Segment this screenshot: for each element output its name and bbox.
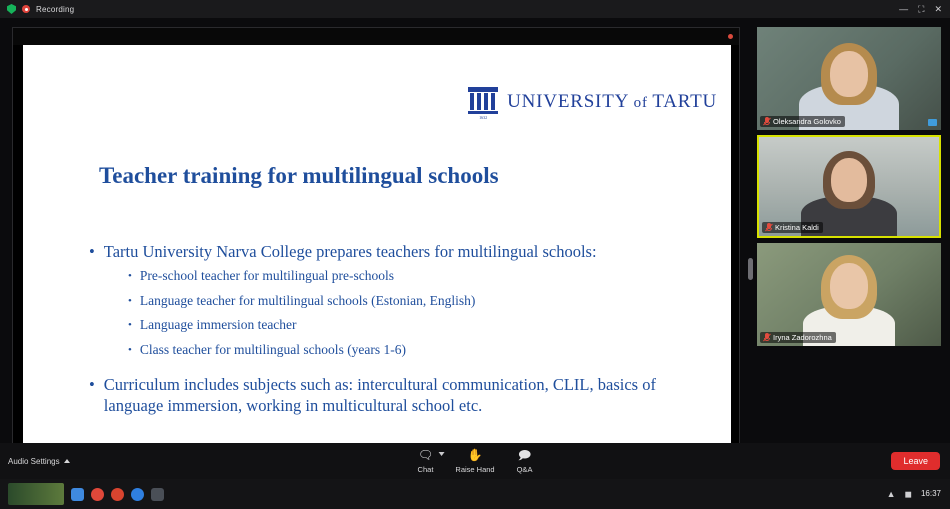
shield-icon: [7, 4, 16, 14]
university-crest-icon: [468, 85, 498, 119]
participant-tile[interactable]: [757, 27, 941, 130]
sub-bullet-glyph: •: [128, 270, 132, 283]
minimize-icon[interactable]: —: [899, 3, 909, 14]
sub-bullet-text: Pre-school teacher for multilingual pre-schools: [139, 268, 395, 284]
sub-bullet-glyph: •: [128, 319, 132, 332]
app-icon-3[interactable]: [111, 488, 124, 501]
qa-icon: 🗩: [517, 448, 532, 462]
sub-bullet-glyph: •: [128, 294, 132, 307]
university-name: [507, 91, 717, 113]
chat-bubble-icon: 🗨: [417, 448, 434, 462]
close-icon[interactable]: ✕: [934, 3, 942, 14]
taskbar-tray: [887, 489, 950, 498]
qa-button[interactable]: [517, 449, 533, 474]
app-icon-5[interactable]: [151, 488, 164, 501]
restore-icon[interactable]: ⛶: [918, 3, 925, 14]
chat-button[interactable]: [418, 449, 434, 474]
presentation-slide: [23, 45, 731, 448]
video-feed: [757, 27, 941, 130]
participant-name-badge: [760, 332, 836, 343]
meeting-control-bar: [0, 443, 950, 479]
participant-tile[interactable]: [757, 135, 941, 238]
network-icon[interactable]: ▲: [886, 488, 896, 499]
logo-word-tartu: TARTU: [652, 91, 717, 112]
mic-muted-icon: [765, 223, 772, 232]
slide-bullet: [89, 374, 709, 416]
bullet-text: Tartu University Narva College prepares teachers for multilingual schools:: [103, 242, 597, 261]
volume-icon[interactable]: ◼: [904, 488, 912, 499]
mic-muted-icon: [763, 117, 770, 126]
raise-hand-button[interactable]: [455, 449, 494, 474]
taskbar-apps: [0, 483, 164, 505]
slide-sub-bullets: [89, 268, 709, 358]
audio-settings-button[interactable]: [0, 457, 70, 466]
leave-button[interactable]: Leave: [891, 452, 940, 470]
record-dot-icon[interactable]: [22, 5, 30, 13]
slide-sub-bullet: [89, 268, 709, 285]
sub-bullet-text: Class teacher for multilingual schools (years 1-6): [139, 341, 407, 357]
app-icon-4[interactable]: [131, 488, 144, 501]
os-taskbar: [0, 479, 950, 509]
slide-bullet: [89, 241, 709, 262]
raise-hand-label: Raise Hand: [455, 464, 495, 474]
participant-name: Iryna Zadorozhna: [773, 333, 832, 342]
participant-name: Oleksandra Golovko: [773, 117, 841, 126]
participant-video-strip: [757, 27, 941, 351]
app-icon-2[interactable]: [91, 488, 104, 501]
meeting-stage: [0, 18, 950, 479]
slide-sub-bullet: [89, 317, 709, 334]
slide-sub-bullet: [89, 293, 709, 310]
bullet-glyph: •: [89, 242, 95, 261]
chevron-down-icon[interactable]: [438, 452, 444, 456]
window-title-bar: [0, 0, 950, 18]
bullet-text: Curriculum includes subjects such as: intercultural communication, CLIL, basics of language immersion, working in multicultural school etc.: [103, 375, 656, 416]
slide-body: [89, 241, 709, 422]
mic-muted-icon: [763, 333, 770, 342]
university-logo: [468, 85, 717, 119]
panel-resize-handle[interactable]: [748, 258, 753, 280]
share-recording-dot-icon: [728, 34, 733, 39]
crest-year: 1632: [479, 115, 488, 120]
participant-tile[interactable]: [757, 243, 941, 346]
sub-bullet-text: Language teacher for multilingual schools (Estonian, English): [139, 292, 476, 308]
clock[interactable]: 16:37: [920, 489, 941, 499]
slide-title: Teacher training for multilingual schools: [99, 163, 499, 188]
recording-label: Recording: [36, 4, 75, 14]
recording-indicator-group: [0, 4, 74, 14]
participant-name: Kristina Kaldi: [775, 223, 819, 232]
participant-name-badge: [760, 116, 845, 127]
share-top-strip: [13, 28, 739, 45]
logo-word-university: UNIVERSITY: [507, 91, 630, 112]
bullet-glyph: •: [89, 375, 95, 395]
sub-bullet-text: Language immersion teacher: [139, 317, 297, 333]
sub-bullet-glyph: •: [128, 343, 132, 356]
chat-label: Chat: [417, 464, 434, 474]
raise-hand-icon: ✋: [467, 448, 483, 462]
shared-screen-panel[interactable]: [12, 27, 740, 477]
taskbar-window-thumbnail[interactable]: [8, 483, 64, 505]
center-controls: [418, 449, 533, 474]
participant-name-badge: [762, 222, 823, 233]
participant-status-icon: [928, 119, 937, 126]
slide-sub-bullet: [89, 342, 709, 359]
window-controls: [899, 5, 950, 14]
logo-word-of: of: [629, 95, 653, 111]
qa-label: Q&A: [516, 464, 533, 474]
app-icon-1[interactable]: [71, 488, 84, 501]
caret-up-icon[interactable]: [64, 459, 70, 463]
video-feed: [757, 243, 941, 346]
audio-settings-label: Audio Settings: [8, 456, 60, 466]
